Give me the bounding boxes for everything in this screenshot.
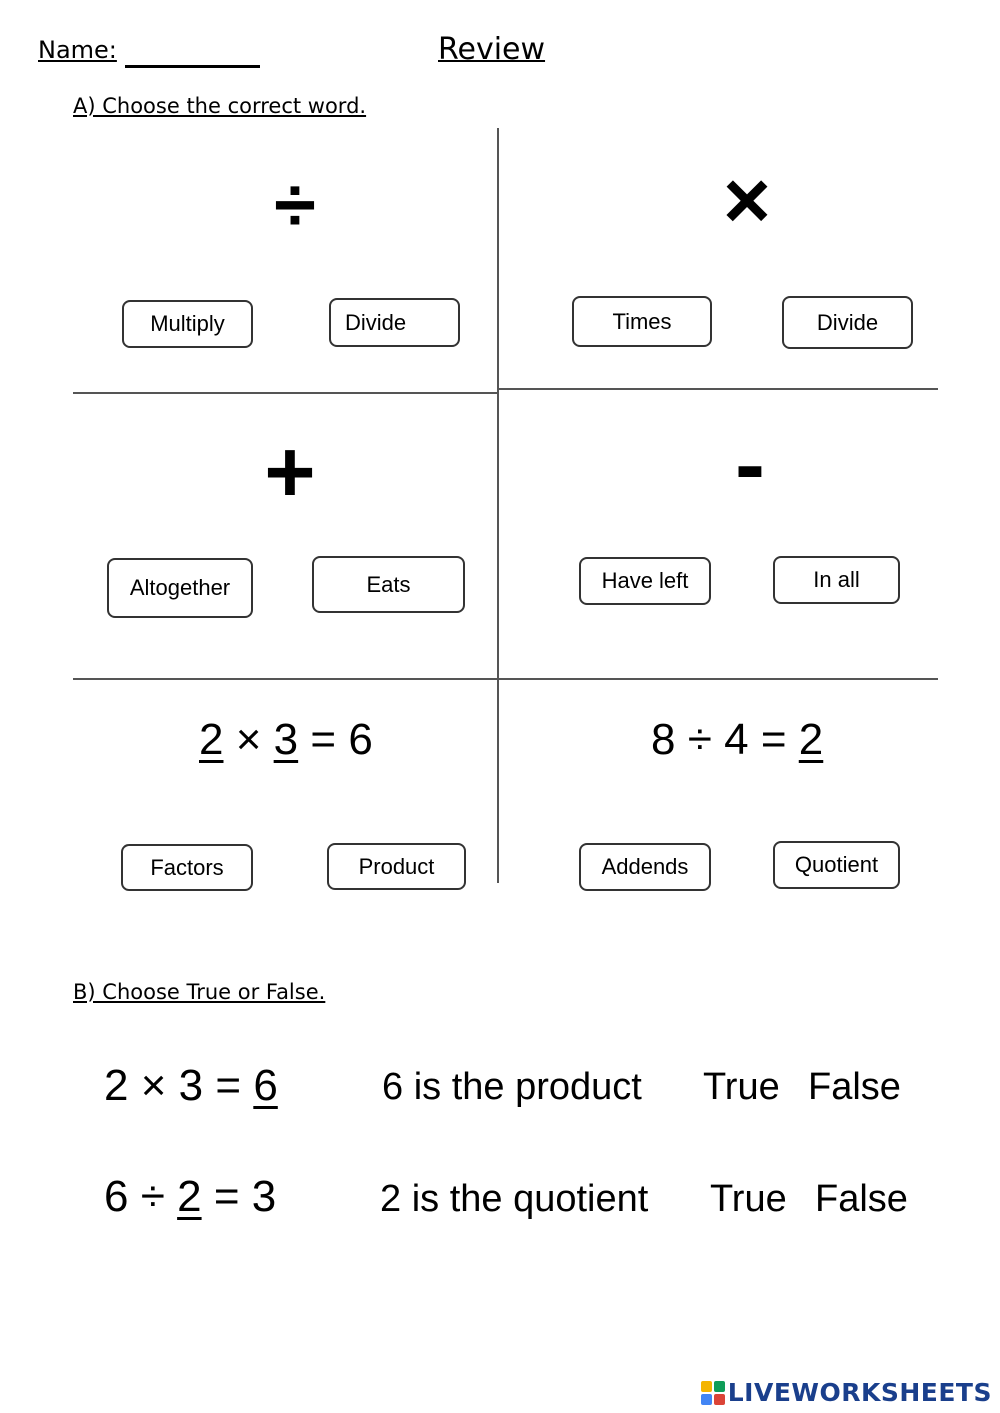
tf-eq-a: 6 bbox=[104, 1172, 129, 1221]
multiplication-symbol: × bbox=[723, 155, 771, 246]
option-eats-button[interactable]: Eats bbox=[312, 556, 465, 613]
tf-eq-op: × bbox=[140, 1061, 167, 1110]
logo-square-icon bbox=[714, 1394, 725, 1405]
tf-eq-c: 3 bbox=[251, 1172, 277, 1221]
addition-symbol: + bbox=[264, 422, 316, 521]
option-divide-button-2[interactable]: Divide bbox=[782, 296, 913, 349]
name-field[interactable] bbox=[125, 37, 260, 68]
division-symbol: ÷ bbox=[274, 163, 316, 248]
option-quotient-button[interactable]: Quotient bbox=[773, 841, 900, 889]
logo-square-icon bbox=[701, 1394, 712, 1405]
tf-equation-1 bbox=[104, 1061, 278, 1110]
tf-eq-c: 6 bbox=[253, 1061, 278, 1110]
subtraction-symbol: - bbox=[735, 415, 765, 515]
equation-dividend: 8 bbox=[651, 715, 676, 764]
page-title: Review bbox=[438, 32, 546, 67]
grid-divider-row1-right bbox=[498, 388, 938, 390]
option-times-button[interactable]: Times bbox=[572, 296, 712, 347]
option-product-button[interactable]: Product bbox=[327, 843, 466, 890]
grid-divider-row2 bbox=[73, 678, 938, 680]
equation-result: 2 bbox=[798, 715, 824, 764]
equation-equals: = bbox=[310, 715, 337, 764]
equation-equals: = bbox=[760, 715, 787, 764]
equation-divisor: 4 bbox=[724, 715, 749, 764]
equation-operator: ÷ bbox=[687, 715, 712, 764]
logo-square-icon bbox=[714, 1381, 725, 1392]
tf-statement-1: 6 is the product bbox=[382, 1066, 642, 1108]
false-option-1[interactable]: False bbox=[808, 1066, 901, 1108]
tf-eq-op: ÷ bbox=[140, 1172, 165, 1221]
tf-statement-2: 2 is the quotient bbox=[380, 1178, 649, 1220]
grid-vertical-divider bbox=[497, 128, 499, 883]
grid-divider-row1-left bbox=[73, 392, 498, 394]
logo-mark-icon bbox=[701, 1381, 725, 1405]
option-addends-button[interactable]: Addends bbox=[579, 843, 711, 891]
false-option-2[interactable]: False bbox=[815, 1178, 908, 1220]
option-in-all-button[interactable]: In all bbox=[773, 556, 900, 604]
equation-factor-b: 3 bbox=[273, 715, 299, 764]
true-option-2[interactable]: True bbox=[710, 1178, 787, 1220]
tf-eq-b: 2 bbox=[177, 1172, 202, 1221]
name-label: Name: bbox=[38, 36, 117, 64]
equation-factor-a: 2 bbox=[199, 715, 224, 764]
tf-equation-2 bbox=[104, 1172, 277, 1221]
true-option-1[interactable]: True bbox=[703, 1066, 780, 1108]
equation-result: 6 bbox=[348, 715, 373, 764]
option-have-left-button[interactable]: Have left bbox=[579, 557, 711, 605]
option-divide-button[interactable]: Divide bbox=[329, 298, 460, 347]
option-altogether-button[interactable]: Altogether bbox=[107, 558, 253, 618]
logo-text: LIVEWORKSHEETS bbox=[727, 1378, 992, 1407]
tf-eq-a: 2 bbox=[104, 1061, 129, 1110]
tf-eq-b: 3 bbox=[178, 1061, 204, 1110]
option-multiply-button[interactable]: Multiply bbox=[122, 300, 253, 348]
logo-square-icon bbox=[701, 1381, 712, 1392]
tf-eq-equals: = bbox=[215, 1061, 242, 1110]
option-factors-button[interactable]: Factors bbox=[121, 844, 253, 891]
tf-eq-equals: = bbox=[213, 1172, 240, 1221]
equation-multiplication bbox=[199, 715, 373, 764]
section-b-instruction: B) Choose True or False. bbox=[73, 980, 326, 1004]
section-a-instruction: A) Choose the correct word. bbox=[73, 94, 367, 118]
equation-division bbox=[651, 715, 824, 764]
equation-operator: × bbox=[235, 715, 262, 764]
liveworksheets-logo[interactable] bbox=[701, 1378, 992, 1407]
